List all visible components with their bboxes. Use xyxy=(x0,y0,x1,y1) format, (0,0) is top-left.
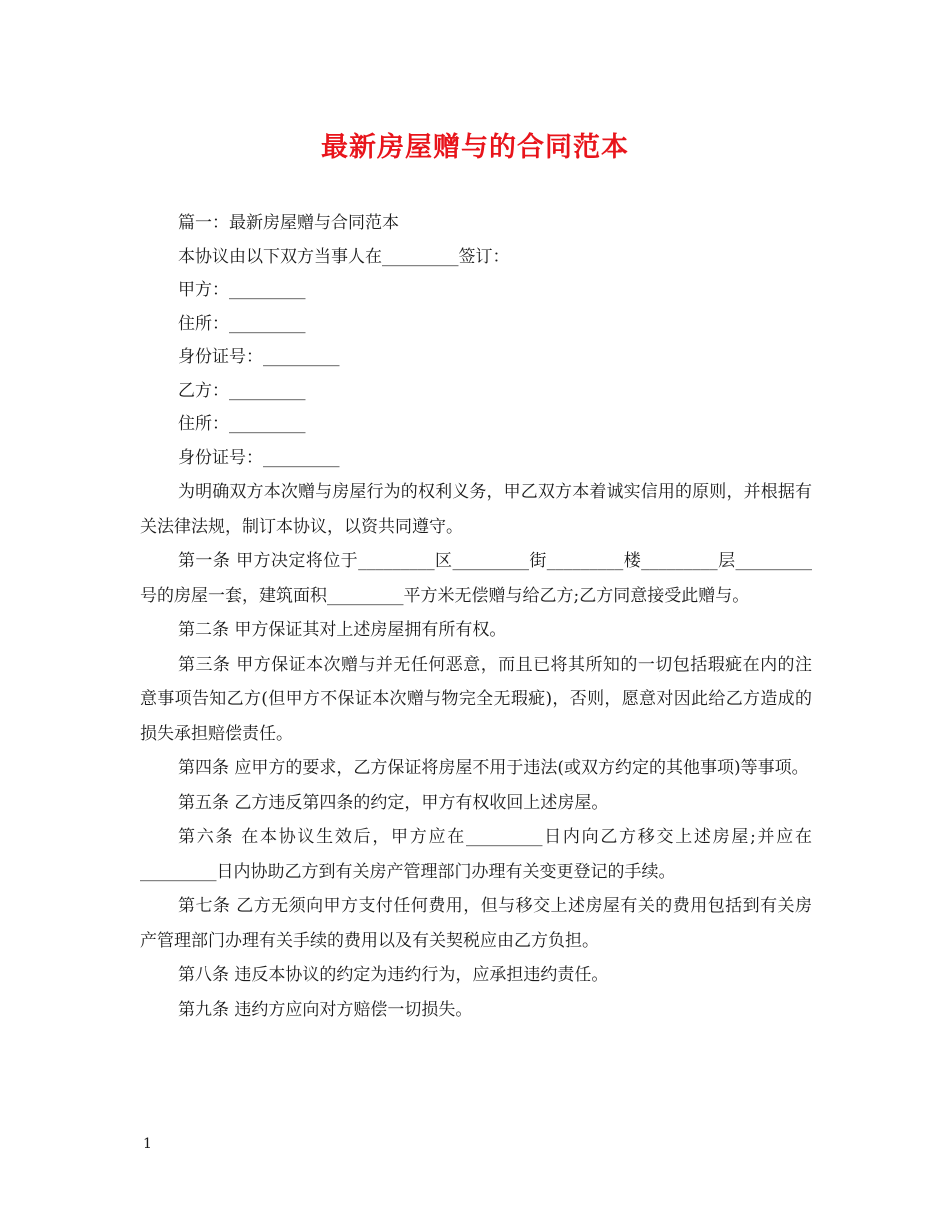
agreement-signing-line: 本协议由以下双方当事人在_________签订： xyxy=(178,246,510,267)
party-b-line: 乙方：_________ xyxy=(178,380,306,401)
article-4: 第四条 应甲方的要求，乙方保证将房屋不用于违法(或双方约定的其他事项)等事项。 xyxy=(178,758,809,778)
party-a-line: 甲方：_________ xyxy=(178,280,306,300)
section-heading: 篇一：最新房屋赠与合同范本 xyxy=(178,213,399,233)
party-a-address-line: 住所：_________ xyxy=(178,313,306,334)
article-2: 第二条 甲方保证其对上述房屋拥有所有权。 xyxy=(178,620,507,640)
party-a-id-line: 身份证号：_________ xyxy=(178,347,340,367)
article-7: 第七条 乙方无须向甲方支付任何费用，但与移交上述房屋有关的费用包括到有关房产管理部门办理有关手续的费用以及有关契税应由乙方负担。 xyxy=(140,896,812,951)
article-5: 第五条 乙方违反第四条的约定，甲方有权收回上述房屋。 xyxy=(178,792,609,813)
party-b-address-line: 住所：_________ xyxy=(178,414,306,434)
party-b-id-line: 身份证号：_________ xyxy=(178,447,340,468)
article-3: 第三条 甲方保证本次赠与并无任何恶意，而且已将其所知的一切包括瑕疵在内的注意事项告知乙方(但甲方不保证本次赠与物完全无瑕疵)，否则，愿意对因此给乙方造成的损失承担赔偿责任。 xyxy=(140,654,812,744)
article-6: 第六条 在本协议生效后，甲方应在_________日内向乙方移交上述房屋;并应在_________日内协助乙方到有关房产管理部门办理有关变更登记的手续。 xyxy=(140,827,812,882)
article-8: 第八条 违反本协议的约定为违约行为，应承担违约责任。 xyxy=(178,965,609,985)
article-9: 第九条 违约方应向对方赔偿一切损失。 xyxy=(178,999,473,1020)
page-title: 最新房屋赠与的合同范本 xyxy=(321,132,629,163)
article-1: 第一条 甲方决定将位于_________区_________街_________楼_________层_________号的房屋一套，建筑面积_________平方米无偿赠与给乙方;乙方同意接受此赠与。 xyxy=(140,551,812,606)
intro-paragraph: 为明确双方本次赠与房屋行为的权利义务，甲乙双方本着诚实信用的原则，并根据有关法律法规，制订本协议，以资共同遵守。 xyxy=(140,482,812,537)
page-number: 1 xyxy=(143,1136,152,1152)
document-body xyxy=(140,207,812,1027)
